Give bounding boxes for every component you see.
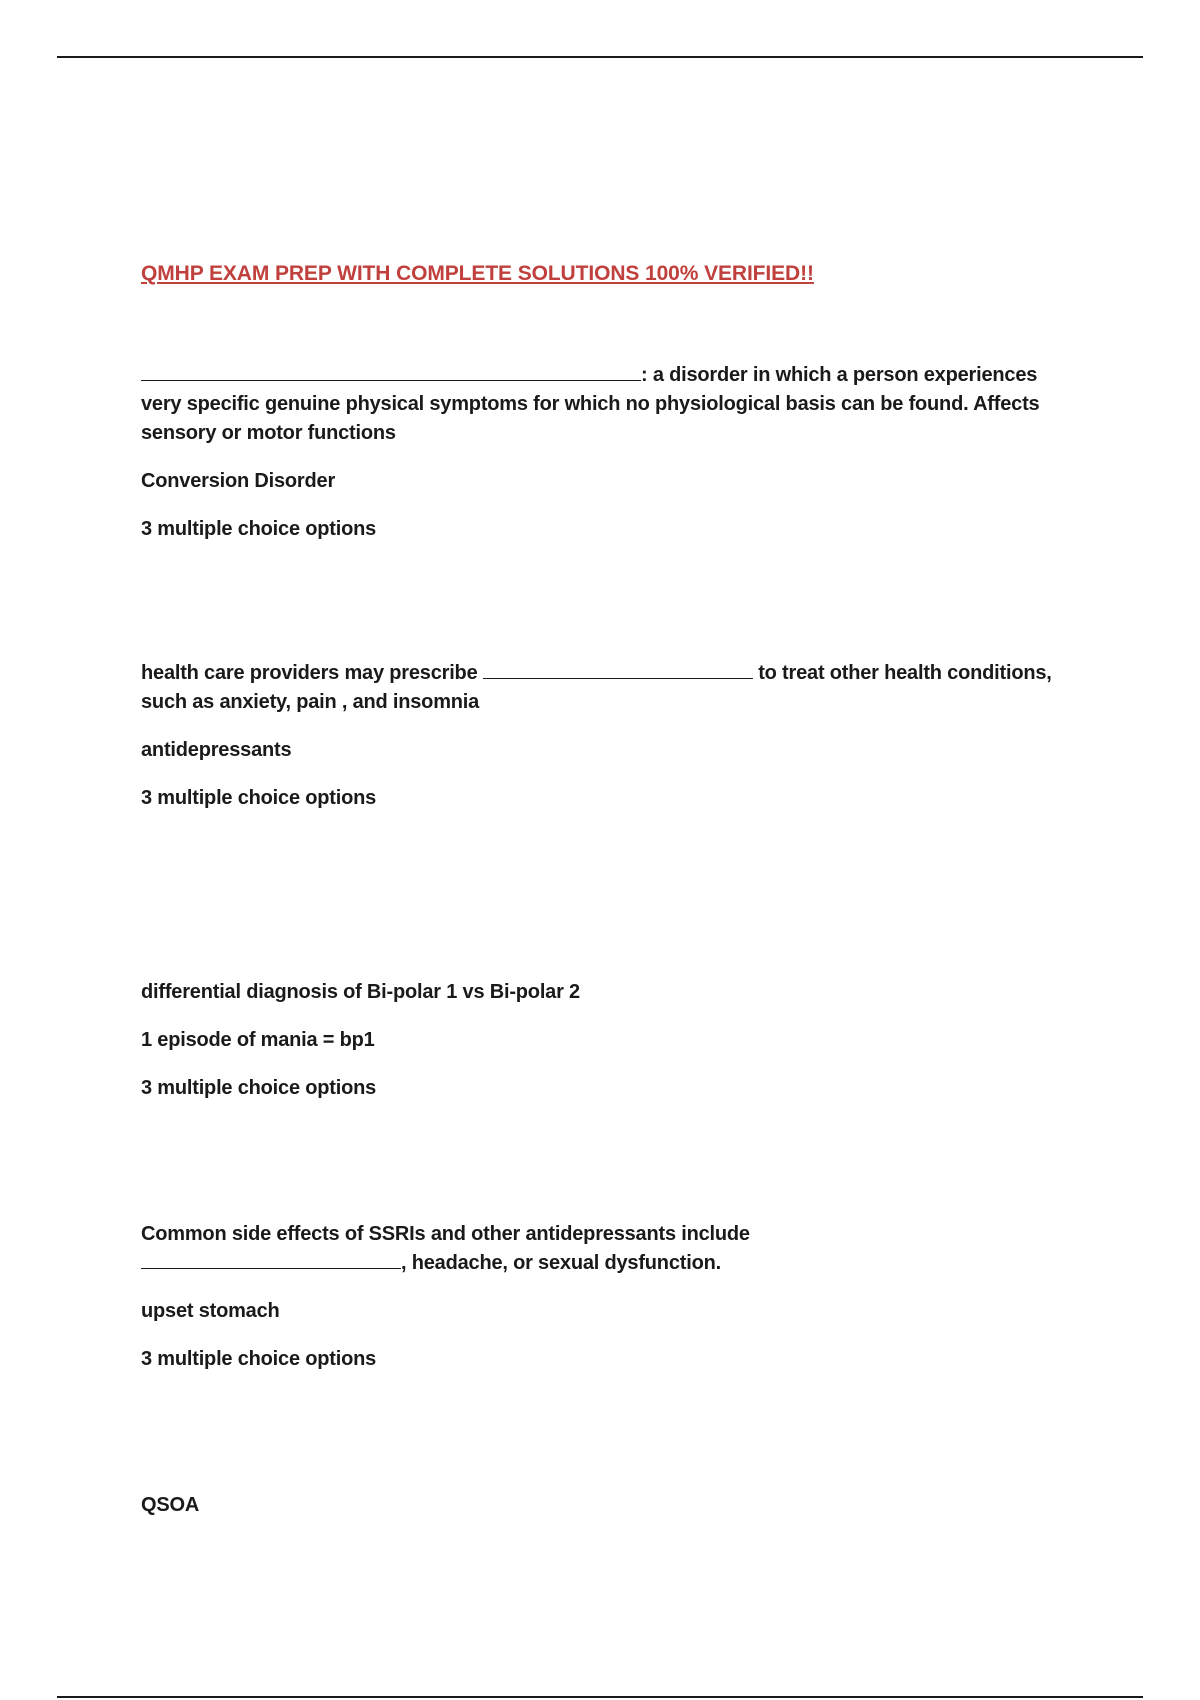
options-note: 3 multiple choice options: [141, 787, 377, 809]
question-block-5: [141, 1491, 1061, 1539]
question-text-after-blank: : a disorder in which a person experiences very specific genuine physical symptoms for which no physiological basis can be found. Affects sensory or motor functions: [141, 364, 1040, 444]
question-block-4: [141, 1220, 1061, 1374]
question-text-after-blank: to treat other health conditions, such as anxiety, pain , and insomnia: [141, 662, 1052, 713]
fill-in-blank: [141, 362, 641, 381]
options-note: 3 multiple choice options: [141, 518, 377, 540]
question-text: [141, 659, 1061, 717]
document-title: QMHP EXAM PREP WITH COMPLETE SOLUTIONS 100% VERIFIED!!: [141, 262, 814, 285]
fill-in-blank: [141, 1250, 401, 1269]
fill-in-blank: [483, 660, 753, 679]
options-note: 3 multiple choice options: [141, 1077, 377, 1099]
bottom-rule: [57, 1696, 1143, 1698]
question-block-3: [141, 978, 1061, 1103]
question-text: [141, 1220, 1061, 1278]
top-rule: [57, 56, 1143, 58]
question-text-before-blank: health care providers may prescribe: [141, 662, 478, 684]
question-block-2: [141, 659, 1061, 813]
question-text: QSOA: [141, 1494, 200, 1516]
answer-text: upset stomach: [141, 1300, 280, 1322]
question-text-after-blank: , headache, or sexual dysfunction.: [401, 1252, 721, 1274]
question-text-before-blank: Common side effects of SSRIs and other antidepressants include: [141, 1223, 750, 1245]
answer-text: 1 episode of mania = bp1: [141, 1029, 375, 1051]
options-note: 3 multiple choice options: [141, 1348, 377, 1370]
question-text: [141, 361, 1061, 448]
answer-text: antidepressants: [141, 739, 292, 761]
question-block-1: [141, 361, 1061, 544]
answer-text: Conversion Disorder: [141, 470, 336, 492]
question-text: differential diagnosis of Bi-polar 1 vs Bi-polar 2: [141, 981, 580, 1003]
